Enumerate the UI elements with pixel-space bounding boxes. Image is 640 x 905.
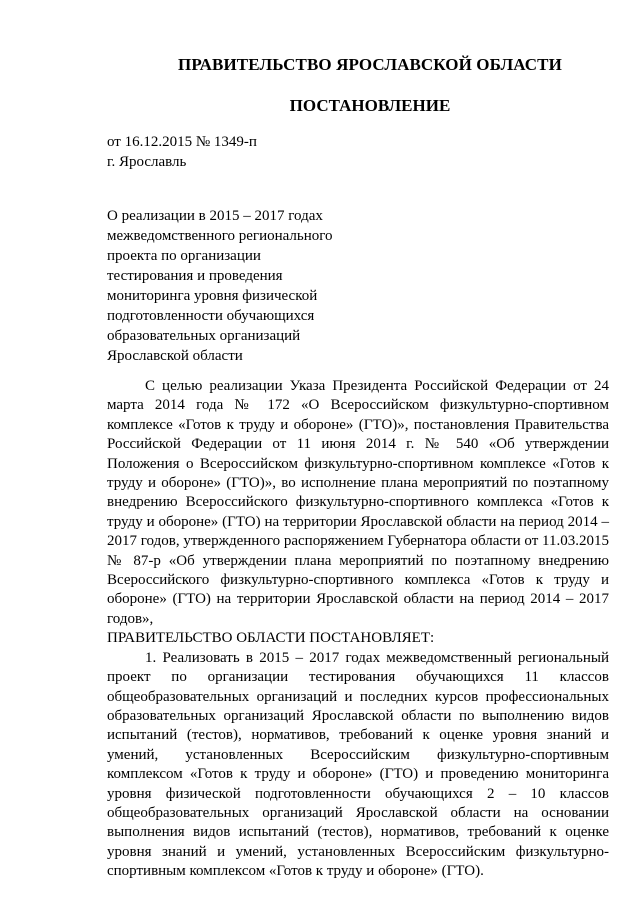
document-body (107, 377, 609, 882)
document-meta (107, 132, 257, 172)
subject-line: О реализации в 2015 – 2017 годах (107, 208, 323, 224)
document-type-title: ПОСТАНОВЛЕНИЕ (289, 96, 451, 115)
document-subject (107, 206, 357, 366)
item-1-paragraph: 1. Реализовать в 2015 – 2017 годах межведомственный региональный проект по организации тестирования обучающихся 11 классов общеобразовательных организаций и последних курсов профессиональных образовательных организаций Ярославской области по выполнению видов испытаний (тестов), нормативов, требований к оценке уровня знаний и умений, установленных Всероссийским физкультурно-спортивным комплексом «Готов к труду и обороне» (ГТО) и проведению мониторинга уровня физической подготовленности обучающихся 2 – 10 классов общеобразовательных организаций Ярославской области на основании выполнения видов испытаний (тестов), нормативов, требований к оценке уровня знаний и умений, установленных Всероссийским физкультурно-спортивным комплексом «Готов к труду и обороне» (ГТО). (107, 649, 609, 880)
subject-line: Ярославской области (107, 348, 243, 364)
decree-line: ПРАВИТЕЛЬСТВО ОБЛАСТИ ПОСТАНОВЛЯЕТ: (107, 630, 435, 647)
subject-line: подготовленности обучающихся (107, 308, 315, 324)
subject-line: тестирования и проведения (107, 268, 283, 284)
preamble-paragraph: С целью реализации Указа Президента Российской Федерации от 24 марта 2014 года № 172 «О Всероссийском физкультурно-спортивном комплексе «Готов к труду и обороне» (ГТО)», постановления Правительства Российской Федерации от 11 июня 2014 г. № 540 «Об утверждении Положения о Всероссийском физкультурно-спортивном комплексе «Готов к труду и обороне» (ГТО)», во исполнение плана мероприятий по поэтапному внедрению Всероссийского физкультурно-спортивного комплекса «Готов к труду и обороне» (ГТО) на территории Ярославской области на период 2014 – 2017 годов, утвержденного распоряжением Губернатора области от 11.03.2015 № 87-р «Об утверждении плана мероприятий по поэтапному внедрению Всероссийского физкультурно-спортивного комплекса «Готов к труду и обороне» (ГТО) на территории Ярославской области на период 2014 – 2017 годов», (107, 378, 609, 627)
city: г. Ярославль (107, 154, 187, 170)
subject-line: межведомственного регионального (107, 228, 333, 244)
subject-line: проекта по организации (107, 248, 261, 264)
government-title: ПРАВИТЕЛЬСТВО ЯРОСЛАВСКОЙ ОБЛАСТИ (178, 55, 562, 74)
date-number: от 16.12.2015 № 1349-п (107, 134, 257, 150)
subject-line: образовательных организаций (107, 328, 301, 344)
subject-line: мониторинга уровня физической (107, 288, 318, 304)
